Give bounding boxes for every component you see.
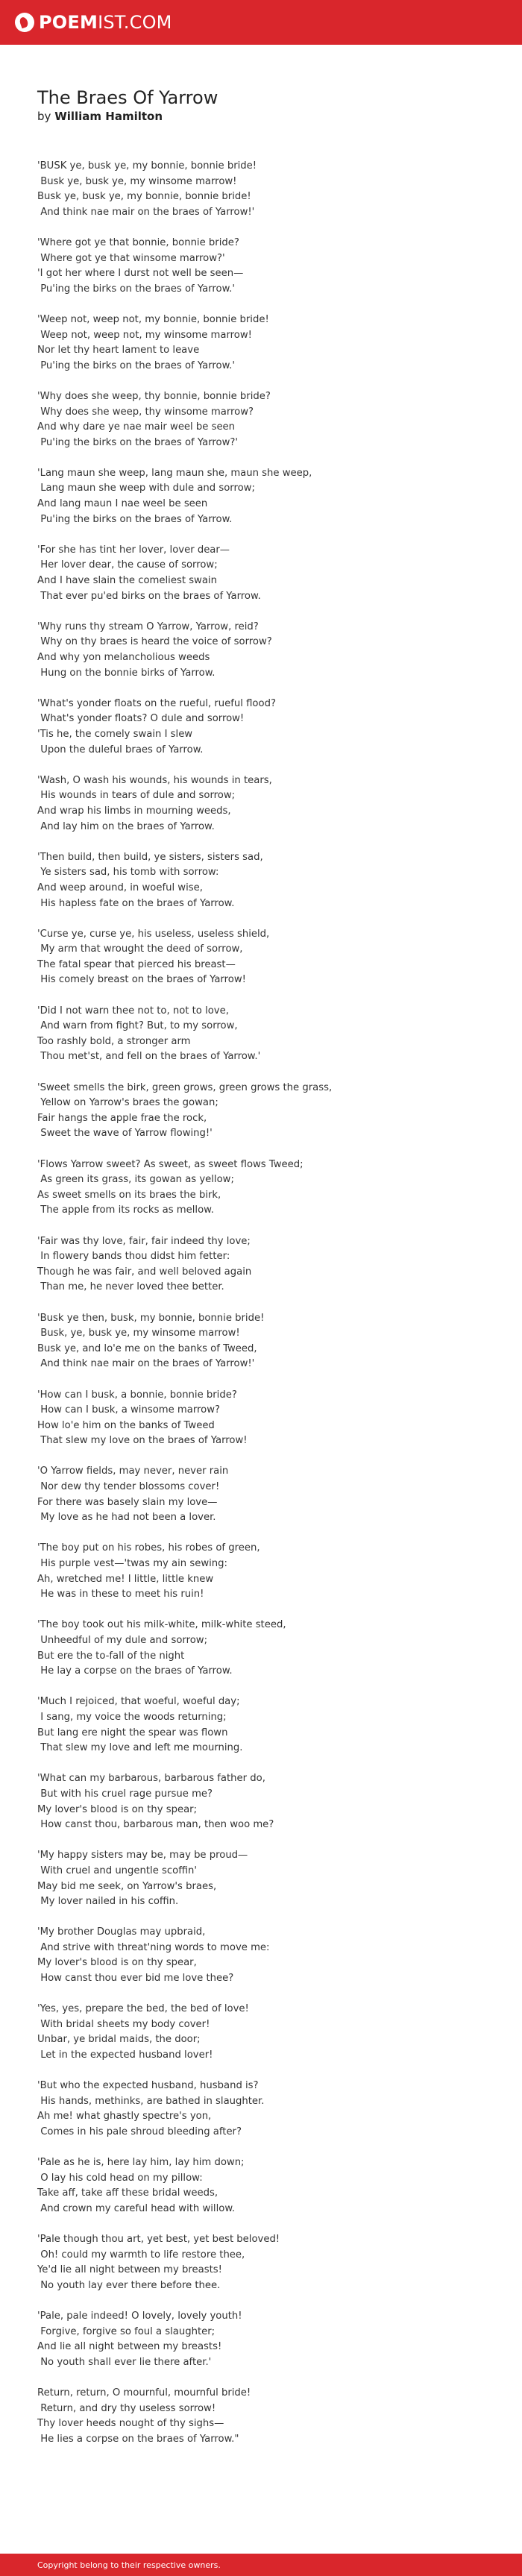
poem-line: 'Why does she weep, thy bonnie, bonnie bride? — [37, 390, 271, 402]
poemist-logo-icon — [15, 13, 34, 32]
poem-line: Return, return, O mournful, mournful bride! — [37, 2387, 251, 2399]
poem-line: Return, and dry thy useless sorrow! — [37, 2402, 216, 2414]
poem-line: The fatal spear that pierced his breast— — [37, 958, 236, 970]
poem-line: 'Fair was thy love, fair, fair indeed thy love; — [37, 1235, 251, 1247]
poem-line: In flowery bands thou didst him fetter: — [37, 1251, 230, 1263]
byline-prefix: by — [37, 110, 51, 123]
poem-line: 'BUSK ye, busk ye, my bonnie, bonnie bride! — [37, 160, 257, 172]
poem-line: What's yonder floats? O dule and sorrow! — [37, 713, 245, 725]
poem-line: And wrap his limbs in mourning weeds, — [37, 805, 231, 817]
poem-line: 'Pale as he is, here lay him, lay him down; — [37, 2157, 245, 2169]
poem-line: Hung on the bonnie birks of Yarrow. — [37, 667, 216, 679]
poem-line: 'The boy took out his milk-white, milk-white steed, — [37, 1619, 286, 1631]
poem-stanza — [37, 1004, 522, 1065]
poem-line: That slew my love and left me mourning. — [37, 1742, 243, 1754]
poem-stanza — [37, 2079, 522, 2140]
poem-line: And weep around, in woeful wise, — [37, 882, 203, 893]
poem-line: For there was basely slain my love— — [37, 1496, 218, 1508]
poem-line: Why does she weep, thy winsome marrow? — [37, 406, 254, 418]
poem-line: Unbar, ye bridal maids, the door; — [37, 2034, 201, 2046]
poem-line: Busk ye, busk ye, my bonnie, bonnie bride! — [37, 191, 251, 203]
poem-line: 'Tis he, the comely swain I slew — [37, 728, 193, 740]
poem-line: No youth shall ever lie there after.' — [37, 2356, 212, 2368]
poem-line: Ah me! what ghastly spectre's yon, — [37, 2111, 212, 2123]
poem-stanza — [37, 1157, 522, 1219]
poem-line: 'Why runs thy stream O Yarrow, Yarrow, reid? — [37, 621, 259, 632]
poem-stanza — [37, 1311, 522, 1372]
poem-content — [0, 45, 522, 2447]
poem-stanza — [37, 1081, 522, 1142]
poem-line: How canst thou, barbarous man, then woo me? — [37, 1819, 274, 1831]
poem-line: Busk ye, and lo'e me on the banks of Tweed, — [37, 1342, 257, 1354]
poem-line: That ever pu'ed birks on the braes of Yarrow. — [37, 590, 261, 602]
poem-line: 'Lang maun she weep, lang maun she, maun she weep, — [37, 467, 312, 479]
poem-line: 'Curse ye, curse ye, his useless, useless shield, — [37, 928, 270, 940]
poem-line: 'How can I busk, a bonnie, bonnie bride? — [37, 1389, 237, 1401]
poem-line: Her lover dear, the cause of sorrow; — [37, 559, 218, 571]
poem-line: 'Pale, pale indeed! O lovely, lovely youth! — [37, 2310, 242, 2322]
poem-line: 'My brother Douglas may upbraid, — [37, 1926, 206, 1938]
poem-stanza — [37, 2002, 522, 2063]
poem-line: My lover's blood is on thy spear; — [37, 1803, 198, 1815]
poem-line: And why dare ye nae mair weel be seen — [37, 421, 236, 433]
poem-line: Let in the expected husband lover! — [37, 2049, 213, 2061]
poem-line: His wounds in tears of dule and sorrow; — [37, 790, 236, 802]
logo-text-bold: POEM — [39, 12, 98, 33]
poem-stanza — [37, 1848, 522, 1909]
poem-line: Lang maun she weep with dule and sorrow; — [37, 483, 255, 494]
poem-line: 'The boy put on his robes, his robes of green, — [37, 1542, 260, 1554]
poem-line: 'Flows Yarrow sweet? As sweet, as sweet flows Tweed; — [37, 1158, 304, 1170]
poem-line: And warn from fight? But, to my sorrow, — [37, 1020, 238, 1032]
poem-stanza — [37, 773, 522, 835]
poem-line: 'I got her where I durst not well be seen— — [37, 268, 244, 280]
poem-line: His comely breast on the braes of Yarrow! — [37, 974, 246, 986]
poem-line: How can I busk, a winsome marrow? — [37, 1404, 221, 1416]
poem-line: Yellow on Yarrow's braes the gowan; — [37, 1097, 218, 1109]
poem-line: Where got ye that winsome marrow?' — [37, 252, 225, 264]
poem-line: Weep not, weep not, my winsome marrow! — [37, 329, 252, 341]
poem-line: O lay his cold head on my pillow: — [37, 2172, 203, 2184]
poem-line: Nor let thy heart lament to leave — [37, 345, 200, 356]
logo-text-light: IST.COM — [98, 12, 172, 33]
poem-title: The Braes Of Yarrow — [37, 87, 218, 108]
poem-stanza — [37, 2155, 522, 2217]
poem-stanza — [37, 1541, 522, 1602]
poem-line: Forgive, forgive so foul a slaughter; — [37, 2325, 216, 2337]
poem-stanza — [37, 1464, 522, 1525]
poem-line: How canst thou ever bid me love thee? — [37, 1973, 234, 1985]
poem-line: He lies a corpse on the braes of Yarrow." — [37, 2433, 239, 2445]
poem-line: Thy lover heeds nought of thy sighs— — [37, 2418, 224, 2430]
poem-stanza — [37, 1388, 522, 1449]
poem-line: Pu'ing the birks on the braes of Yarrow?' — [37, 436, 238, 448]
poem-line: And think nae mair on the braes of Yarrow!' — [37, 206, 255, 218]
poem-line: Busk, ye, busk ye, my winsome marrow! — [37, 1328, 240, 1339]
poem-line: Busk ye, busk ye, my winsome marrow! — [37, 175, 237, 187]
poem-line: 'Then build, then build, ye sisters, sisters sad, — [37, 851, 263, 863]
poem-line: Pu'ing the birks on the braes of Yarrow. — [37, 513, 233, 525]
poem-line: And why yon melancholious weeds — [37, 652, 210, 663]
poem-line: May bid me seek, on Yarrow's braes, — [37, 1880, 217, 1892]
poem-line: 'Weep not, weep not, my bonnie, bonnie bride! — [37, 313, 269, 325]
footer-copyright: Copyright belong to their respective owners. — [37, 2560, 221, 2570]
poem-line: He lay a corpse on the braes of Yarrow. — [37, 1665, 233, 1677]
poem-line: I sang, my voice the woods returning; — [37, 1711, 227, 1723]
poem-line: With cruel and ungentle scoffin' — [37, 1865, 197, 1876]
poem-line: And think nae mair on the braes of Yarrow!' — [37, 1358, 255, 1370]
poem-author[interactable]: William Hamilton — [54, 110, 163, 123]
poem-line: Take aff, take aff these bridal weeds, — [37, 2187, 218, 2199]
poem-line: 'For she has tint her lover, lover dear— — [37, 544, 230, 556]
poem-line: With bridal sheets my body cover! — [37, 2018, 210, 2030]
poem-line: But ere the to-fall of the night — [37, 1650, 185, 1662]
poem-stanza — [37, 850, 522, 911]
poem-line: Why on thy braes is heard the voice of sorrow? — [37, 636, 272, 648]
poem-line: 'Where got ye that bonnie, bonnie bride? — [37, 236, 239, 248]
poem-line: Too rashly bold, a stronger arm — [37, 1035, 191, 1047]
poem-body — [37, 159, 522, 2447]
poem-line: 'What's yonder floats on the rueful, rueful flood? — [37, 697, 276, 709]
poem-line: And crown my careful head with willow. — [37, 2202, 236, 2214]
poem-stanza — [37, 466, 522, 527]
poem-line: Ye'd lie all night between my breasts! — [37, 2264, 222, 2276]
poem-line: 'Sweet smells the birk, green grows, green grows the grass, — [37, 1081, 333, 1093]
poem-line: Oh! could my warmth to life restore thee, — [37, 2249, 245, 2261]
poem-stanza — [37, 1618, 522, 1679]
poem-line: And strive with threat'ning words to move me: — [37, 1941, 270, 1953]
poem-byline — [37, 110, 522, 123]
poem-line: My love as he had not been a lover. — [37, 1512, 216, 1524]
poem-line: But with his cruel rage pursue me? — [37, 1788, 213, 1800]
poem-line: And lang maun I nae weel be seen — [37, 498, 208, 510]
poem-line: 'Did I not warn thee not to, not to love, — [37, 1005, 229, 1017]
poem-line: As sweet smells on its braes the birk, — [37, 1189, 221, 1201]
poem-stanza — [37, 1694, 522, 1756]
poem-line: And I have slain the comeliest swain — [37, 575, 217, 587]
poem-stanza — [37, 312, 522, 374]
poem-line: 'Much I rejoiced, that woeful, woeful day; — [37, 1696, 240, 1708]
poem-stanza — [37, 1925, 522, 1986]
poem-line: Fair hangs the apple frae the rock, — [37, 1112, 207, 1124]
poem-line: My lover's blood is on thy spear, — [37, 1957, 197, 1969]
poem-line: 'What can my barbarous, barbarous father do, — [37, 1773, 265, 1785]
poem-line: He was in these to meet his ruin! — [37, 1589, 204, 1600]
poem-line: Than me, he never loved thee better. — [37, 1281, 224, 1293]
poem-stanza — [37, 2232, 522, 2293]
poem-stanza — [37, 159, 522, 220]
poem-line: My lover nailed in his coffin. — [37, 1896, 179, 1908]
poem-line: 'But who the expected husband, husband is? — [37, 2080, 259, 2092]
site-logo-link[interactable] — [15, 12, 172, 33]
poem-line: 'My happy sisters may be, may be proud— — [37, 1850, 248, 1862]
poem-line: And lay him on the braes of Yarrow. — [37, 820, 215, 832]
poem-line: Comes in his pale shroud bleeding after? — [37, 2126, 242, 2137]
poem-line: Sweet the wave of Yarrow flowing!' — [37, 1128, 213, 1140]
poem-line: Thou met'st, and fell on the braes of Yarrow.' — [37, 1051, 261, 1063]
poem-stanza — [37, 1771, 522, 1832]
poem-line: But lang ere night the spear was flown — [37, 1727, 228, 1738]
poem-line: How lo'e him on the banks of Tweed — [37, 1419, 215, 1431]
poem-line: His purple vest—'twas my ain sewing: — [37, 1558, 227, 1570]
poem-line: 'Yes, yes, prepare the bed, the bed of love! — [37, 2003, 249, 2015]
poem-line: Ye sisters sad, his tomb with sorrow: — [37, 867, 219, 879]
poem-line: Pu'ing the birks on the braes of Yarrow.' — [37, 283, 235, 295]
poem-line: Nor dew thy tender blossoms cover! — [37, 1481, 220, 1493]
poem-line: 'O Yarrow fields, may never, never rain — [37, 1466, 229, 1477]
poem-stanza — [37, 2386, 522, 2447]
poem-stanza — [37, 620, 522, 681]
poem-stanza — [37, 389, 522, 450]
poem-line: 'Busk ye then, busk, my bonnie, bonnie bride! — [37, 1312, 265, 1324]
poem-stanza — [37, 927, 522, 988]
poem-line: 'Wash, O wash his wounds, his wounds in tears, — [37, 774, 272, 786]
poem-line: Unheedful of my dule and sorrow; — [37, 1635, 208, 1646]
poem-stanza — [37, 2309, 522, 2370]
poem-line: Though he was fair, and well beloved again — [37, 1266, 252, 1278]
poem-stanza — [37, 1234, 522, 1295]
poem-stanza — [37, 543, 522, 604]
poem-line: My arm that wrought the deed of sorrow, — [37, 943, 243, 955]
top-bar — [0, 0, 522, 45]
poem-stanza — [37, 697, 522, 758]
poem-line: Pu'ing the birks on the braes of Yarrow.' — [37, 359, 235, 371]
poem-stanza — [37, 236, 522, 297]
poem-line: No youth lay ever there before thee. — [37, 2279, 221, 2291]
poem-line: That slew my love on the braes of Yarrow! — [37, 1435, 248, 1447]
footer-bar — [0, 2554, 522, 2576]
poem-line: His hands, methinks, are bathed in slaughter. — [37, 2095, 265, 2107]
poem-line: 'Pale though thou art, yet best, yet best beloved! — [37, 2234, 280, 2246]
poem-line: Upon the duleful braes of Yarrow. — [37, 744, 204, 755]
poem-line: As green its grass, its gowan as yellow; — [37, 1174, 234, 1186]
poem-line: His hapless fate on the braes of Yarrow. — [37, 897, 235, 909]
poem-line: Ah, wretched me! I little, little knew — [37, 1573, 214, 1585]
poem-line: And lie all night between my breasts! — [37, 2341, 222, 2353]
poem-line: The apple from its rocks as mellow. — [37, 1204, 214, 1216]
